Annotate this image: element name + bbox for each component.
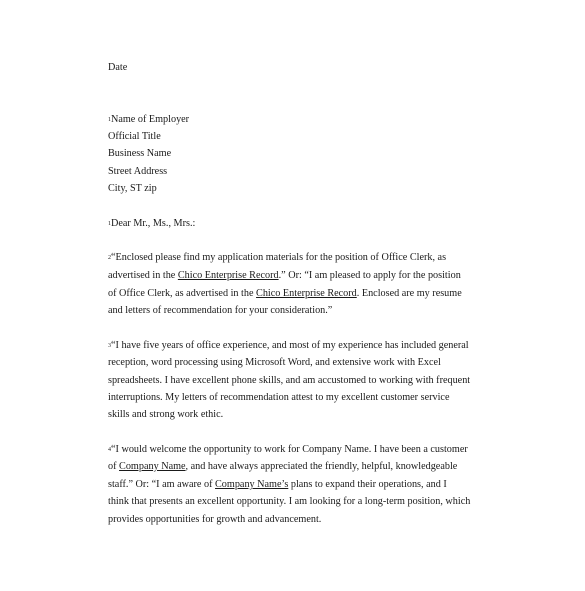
paragraph2-line5: skills and strong work ethic. — [108, 409, 224, 420]
paragraph1-line3 — [108, 288, 462, 300]
paragraph2-line1-text: “I have five years of office experience, and most of my experience has included general — [111, 340, 469, 351]
salutation — [108, 218, 195, 230]
paragraph3-line3-b: plans to expand their operations, and I — [288, 479, 447, 490]
paragraph2-line3: spreadsheets. I have excellent phone skills, and am accustomed to working with frequent — [108, 375, 471, 386]
newspaper-name: Chico Enterprise Record — [256, 288, 357, 299]
street-address: Street Address — [108, 166, 168, 177]
paragraph2-line2: reception, word processing using Microsoft Word, and extensive work with Excel — [108, 357, 441, 368]
paragraph1-line3-b: . Enclosed are my resume — [356, 288, 462, 299]
paragraph3-line3 — [108, 479, 447, 491]
employer-name-text: Name of Employer — [111, 114, 190, 125]
paragraph1-line2 — [108, 270, 461, 282]
footnote-marker: 3 — [108, 343, 111, 349]
paragraph1-line1 — [108, 252, 446, 264]
footnote-marker: 4 — [108, 447, 111, 453]
official-title: Official Title — [108, 131, 161, 142]
paragraph3-line1 — [108, 444, 468, 456]
paragraph3-line2-a: of — [108, 461, 120, 472]
employer-name — [108, 114, 189, 126]
paragraph1-line1-text: “Enclosed please find my application materials for the position of Office Clerk, as — [111, 252, 447, 263]
footnote-marker: 1 — [108, 221, 111, 227]
newspaper-name: Chico Enterprise Record — [177, 270, 279, 281]
paragraph3-line5: provides opportunities for growth and advancement. — [108, 514, 322, 525]
city-state-zip: City, ST zip — [108, 183, 157, 194]
paragraph3-line4: think that presents an excellent opportunity. I am looking for a long-term position, which — [108, 496, 471, 507]
paragraph3-line2 — [108, 461, 457, 473]
paragraph1-line3-a: of Office Clerk, as advertised in the — [108, 288, 257, 299]
company-name: Company Name’s — [215, 479, 289, 490]
paragraph1-line2-a: advertised in the — [108, 270, 178, 281]
paragraph3-line2-b: , and have always appreciated the friendly, helpful, knowledgeable — [185, 461, 458, 472]
footnote-marker: 2 — [108, 255, 111, 261]
date-line: Date — [108, 62, 128, 73]
footnote-marker: 1 — [108, 117, 111, 123]
company-name: Company Name — [119, 461, 186, 472]
paragraph3-line1-text: “I would welcome the opportunity to work for Company Name. I have been a customer — [111, 444, 468, 455]
paragraph1-line2-b: .” Or: “I am pleased to apply for the position — [278, 270, 461, 281]
paragraph2-line4: interruptions. My letters of recommendation attest to my excellent customer service — [108, 392, 450, 403]
paragraph3-line3-a: staff.” Or: “I am aware of — [108, 479, 216, 490]
business-name: Business Name — [108, 148, 172, 159]
paragraph1-line4: and letters of recommendation for your consideration.” — [108, 305, 333, 316]
paragraph2-line1 — [108, 340, 469, 352]
salutation-text: Dear Mr., Ms., Mrs.: — [111, 218, 196, 229]
